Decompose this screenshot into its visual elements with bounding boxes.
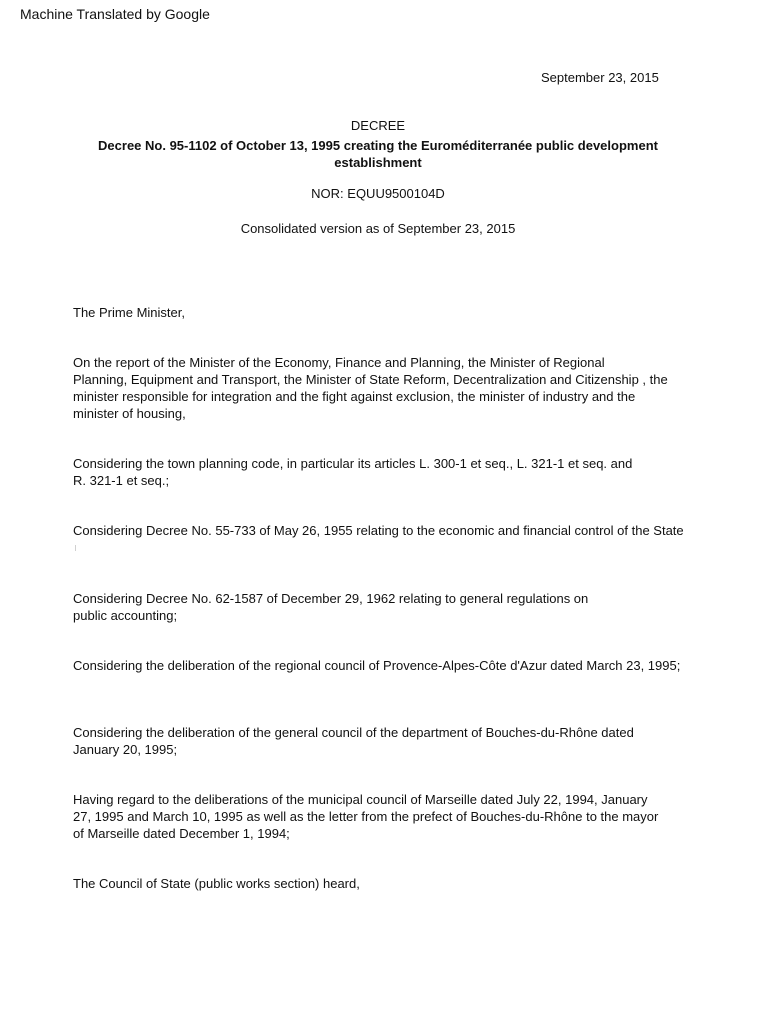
nor-reference: NOR: EQUU9500104D bbox=[311, 186, 445, 201]
paragraph-decree-55-733 bbox=[73, 522, 703, 539]
paragraph-general-council bbox=[73, 724, 703, 758]
decree-title-line: establishment bbox=[334, 155, 422, 170]
decree-label: DECREE bbox=[350, 118, 406, 133]
paragraph-line: Considering the deliberation of the general council of the department of Bouches-du-Rhône dated bbox=[73, 725, 634, 740]
paragraph-line: January 20, 1995; bbox=[73, 742, 178, 757]
paragraph-line: Planning, Equipment and Transport, the Minister of State Reform, Decentralization and Citizenship , the bbox=[73, 372, 668, 387]
consolidated-version: Consolidated version as of September 23, 2015 bbox=[240, 221, 516, 236]
paragraph-line: Considering the deliberation of the regional council of Provence-Alpes-Côte d'Azur dated March 23, 1995; bbox=[73, 658, 681, 673]
paragraph-report bbox=[73, 354, 703, 422]
paragraph-line: The Prime Minister, bbox=[73, 305, 185, 320]
paragraph-council-of-state bbox=[73, 875, 703, 892]
paragraph-line: R. 321-1 et seq.; bbox=[73, 473, 170, 488]
paragraph-line: 27, 1995 and March 10, 1995 as well as the letter from the prefect of Bouches-du-Rhône to the mayor bbox=[73, 809, 659, 824]
paragraph-town-planning-code bbox=[73, 455, 703, 489]
paragraph-prime-minister bbox=[73, 304, 703, 321]
paragraph-regional-council bbox=[73, 657, 703, 674]
paragraph-line: public accounting; bbox=[73, 608, 178, 623]
paragraph-line: Considering the town planning code, in particular its articles L. 300-1 et seq., L. 321-1 et seq. and bbox=[73, 456, 633, 471]
paragraph-line: minister responsible for integration and the fight against exclusion, the minister of industry and the bbox=[73, 389, 636, 404]
paragraph-decree-62-1587 bbox=[73, 590, 703, 624]
scan-mark bbox=[75, 545, 76, 551]
decree-title-line: Decree No. 95-1102 of October 13, 1995 creating the Euroméditerranée public development bbox=[98, 138, 658, 153]
paragraph-line: minister of housing, bbox=[73, 406, 186, 421]
document-date: September 23, 2015 bbox=[541, 70, 659, 85]
paragraph-line: The Council of State (public works section) heard, bbox=[73, 876, 360, 891]
machine-translation-notice: Machine Translated by Google bbox=[20, 6, 210, 22]
paragraph-line: On the report of the Minister of the Economy, Finance and Planning, the Minister of Regional bbox=[73, 355, 605, 370]
paragraph-line: of Marseille dated December 1, 1994; bbox=[73, 826, 290, 841]
paragraph-line: Having regard to the deliberations of the municipal council of Marseille dated July 22, 1994, January bbox=[73, 792, 648, 807]
paragraph-line: Considering Decree No. 62-1587 of December 29, 1962 relating to general regulations on bbox=[73, 591, 589, 606]
decree-title bbox=[86, 137, 670, 171]
paragraph-municipal-council bbox=[73, 791, 703, 842]
paragraph-line: Considering Decree No. 55-733 of May 26, 1955 relating to the economic and financial control of the State bbox=[73, 523, 684, 538]
